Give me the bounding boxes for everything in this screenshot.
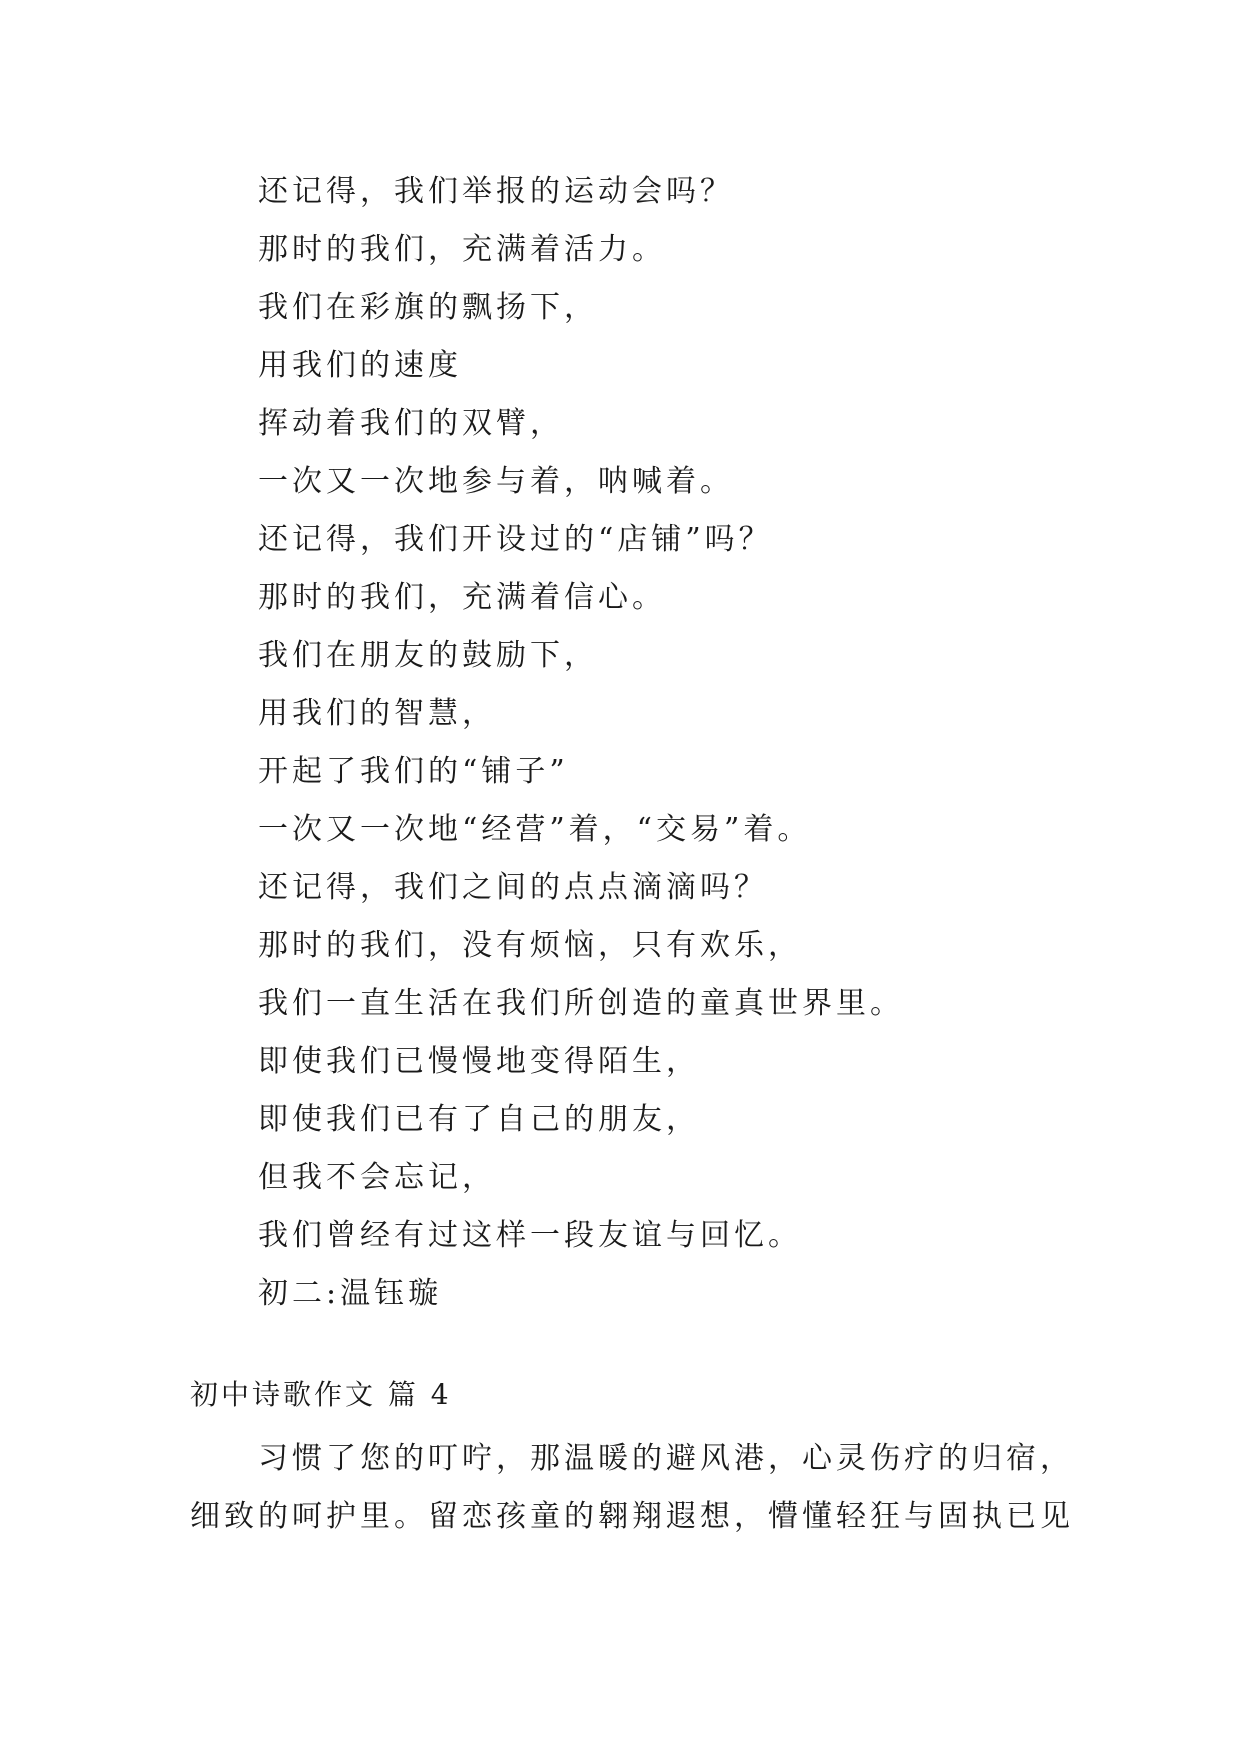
poem-line: 挥动着我们的双臂， — [258, 406, 564, 441]
poem-line: 我们曾经有过这样一段友谊与回忆。 — [258, 1218, 802, 1253]
poem-line: 我们在彩旗的飘扬下， — [258, 290, 598, 325]
body-line: 习惯了您的叮咛，那温暖的避风港，心灵伤疗的归宿， — [258, 1441, 1074, 1476]
poem-line: 我们在朋友的鼓励下， — [258, 638, 598, 673]
poem-line: 即使我们已有了自己的朋友， — [258, 1102, 700, 1137]
poem-line: 还记得，我们之间的点点滴滴吗？ — [258, 870, 768, 905]
section-body — [190, 1430, 1080, 1546]
poem-line: 那时的我们，充满着活力。 — [258, 232, 666, 267]
poem-line: 还记得，我们举报的运动会吗？ — [258, 174, 734, 209]
poem-author: 初二:温钰璇 — [258, 1276, 443, 1311]
poem-line: 用我们的智慧， — [258, 696, 496, 731]
poem-line: 一次又一次地参与着，呐喊着。 — [258, 464, 734, 499]
poem-line: 但我不会忘记， — [258, 1160, 496, 1195]
poem-line: 还记得，我们开设过的“店铺”吗？ — [258, 522, 773, 557]
poem-line: 一次又一次地“经营”着，“交易”着。 — [258, 812, 812, 847]
poem-line: 我们一直生活在我们所创造的童真世界里。 — [258, 986, 904, 1021]
body-line: 细致的呵护里。留恋孩童的翱翔遐想，懵懂轻狂与固执已见 — [190, 1499, 1074, 1534]
poem-line: 用我们的速度 — [258, 348, 462, 383]
poem-line: 那时的我们，充满着信心。 — [258, 580, 666, 615]
poem-line: 开起了我们的“铺子” — [258, 754, 569, 789]
poem-line: 那时的我们，没有烦恼，只有欢乐， — [258, 928, 802, 963]
section-heading: 初中诗歌作文 篇 4 — [190, 1378, 452, 1411]
poem-line: 即使我们已慢慢地变得陌生， — [258, 1044, 700, 1079]
poem — [258, 163, 904, 1323]
